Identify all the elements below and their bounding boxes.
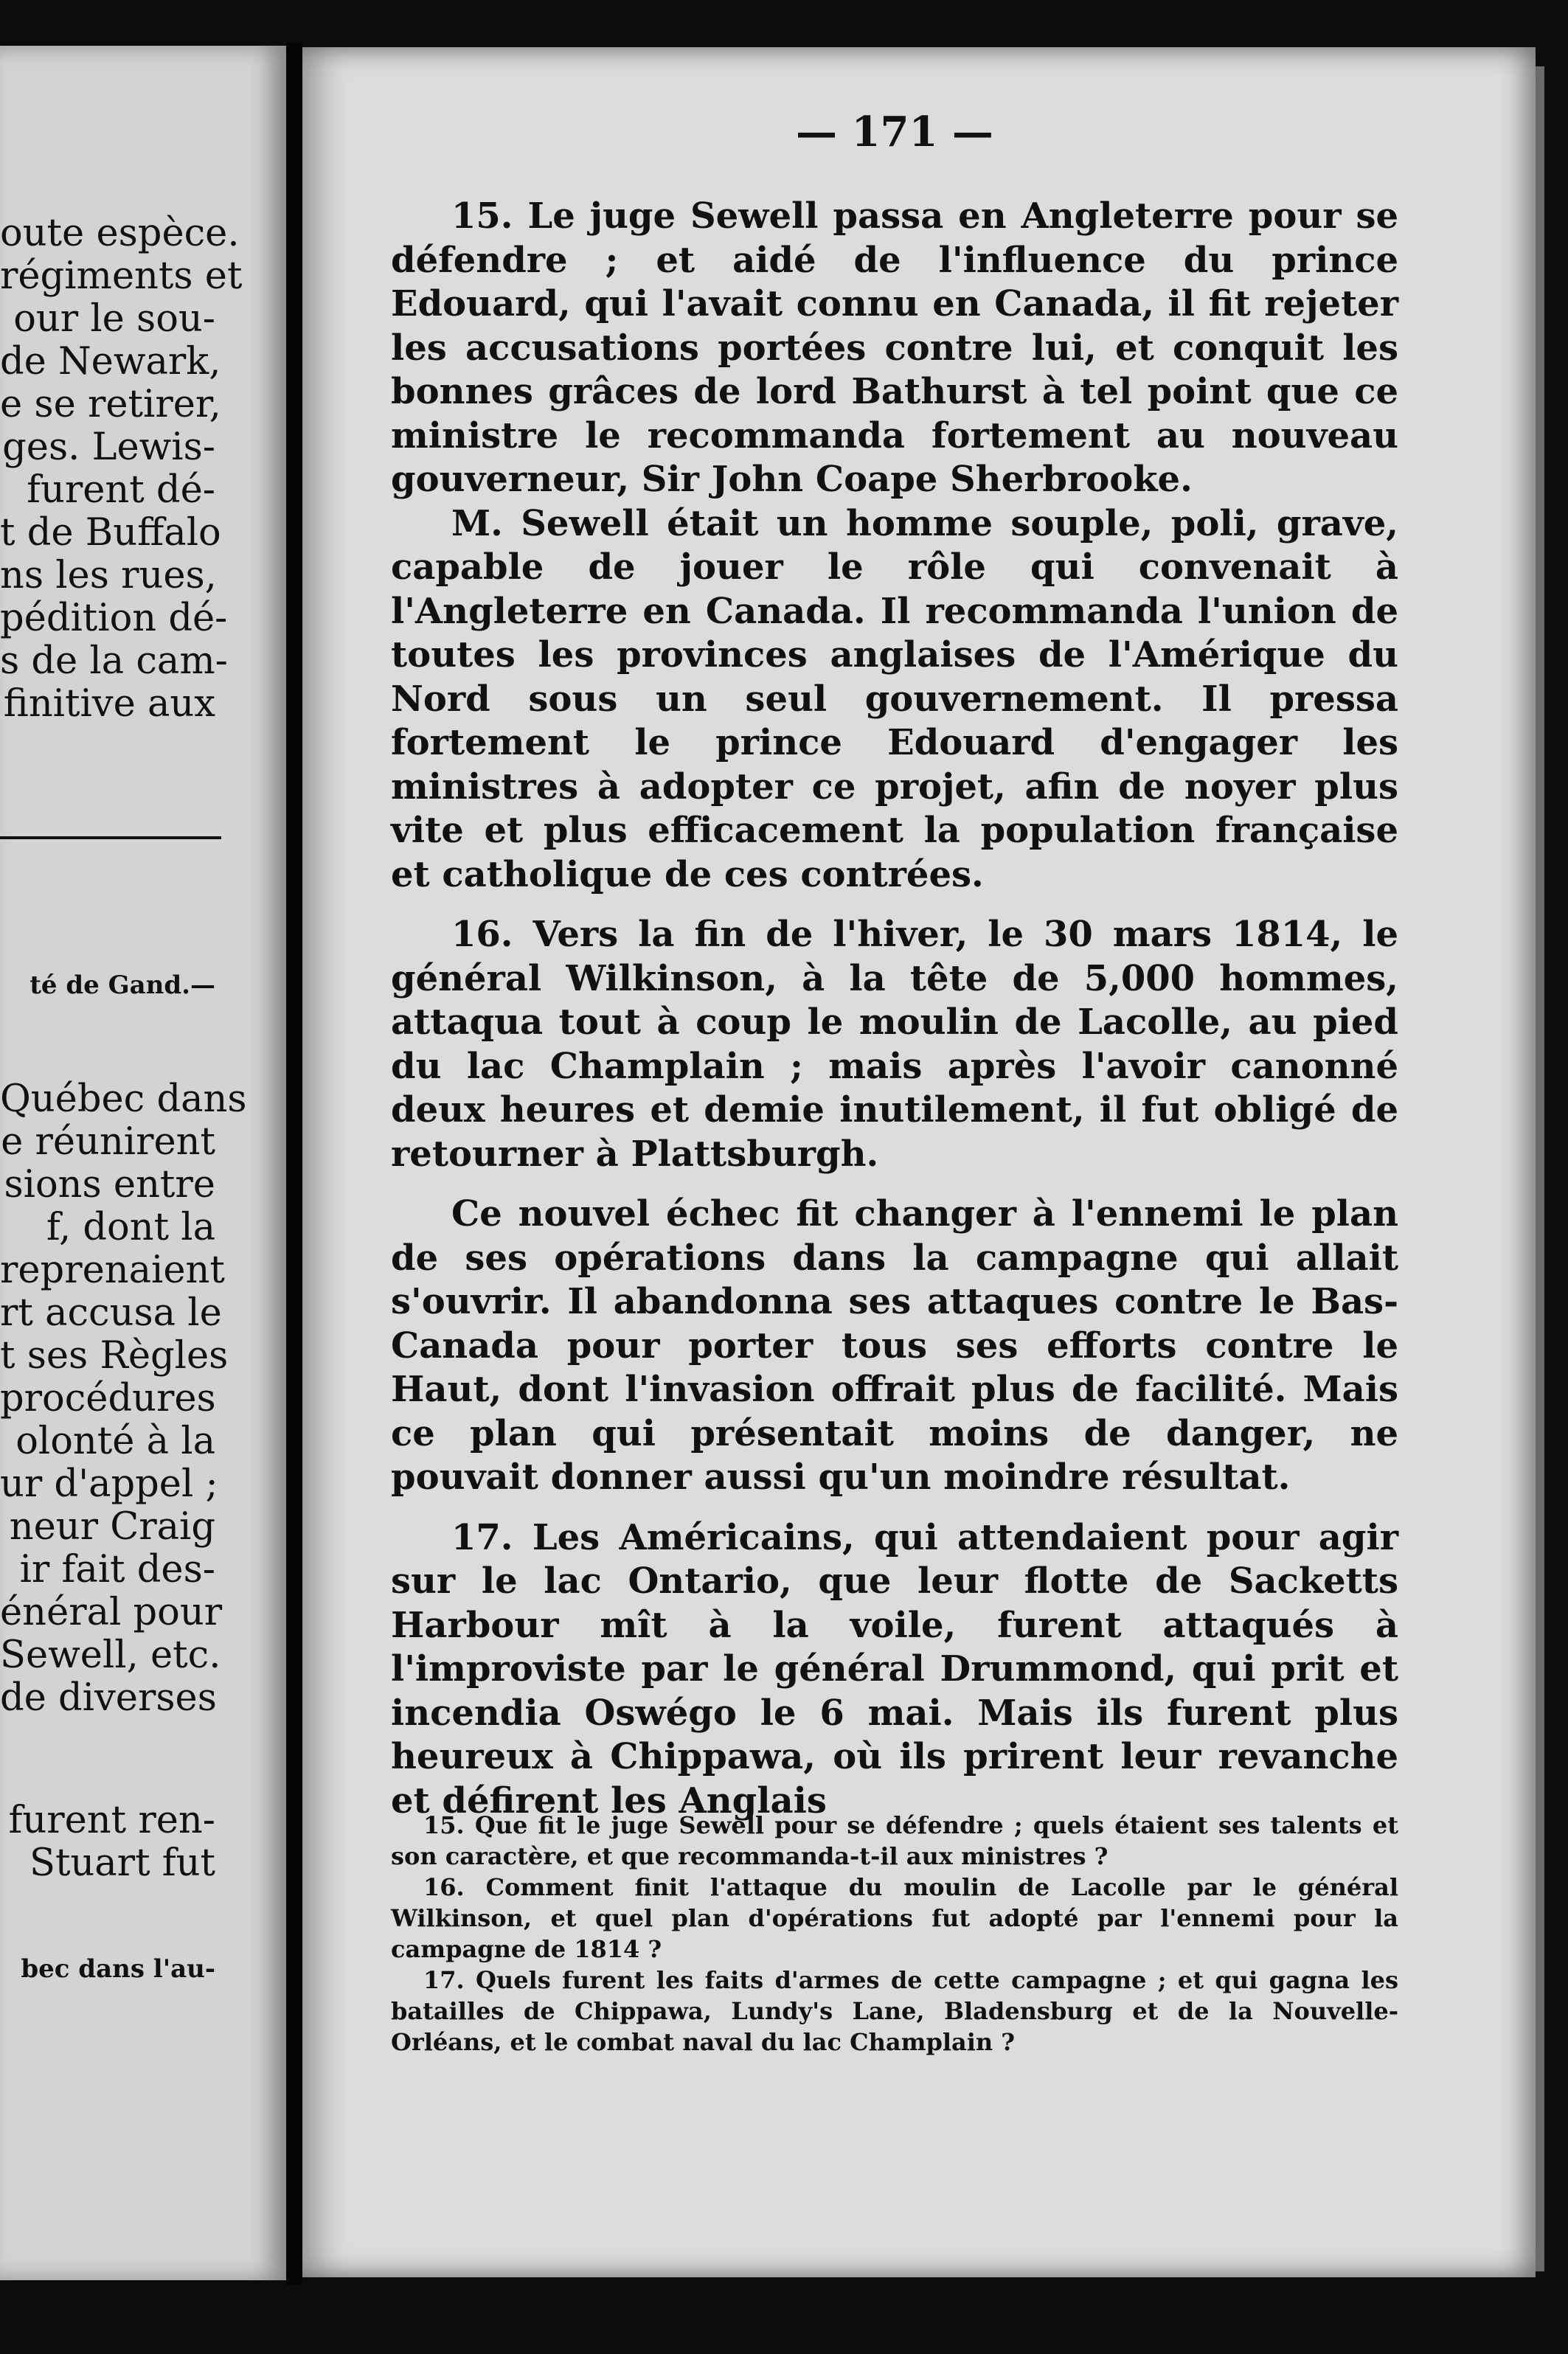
left-line: de Newark, <box>0 340 221 383</box>
paragraph-17 <box>391 1516 1398 1824</box>
left-line: finitive aux <box>3 682 215 726</box>
left-line: f, dont la <box>46 1206 215 1249</box>
left-line: rt accusa le <box>0 1291 222 1335</box>
left-line: e réunirent <box>1 1120 215 1164</box>
left-line: e se retirer, <box>0 383 221 426</box>
paragraph-text: M. Sewell était un homme souple, poli, grave, capable de jouer le rôle qui convenait à l'Angleterre en Canada. Il recommanda l'union de toutes les provinces anglaises de l'Amérique du Nord sous un seul gouvernement. Il pressa fortement le prince Edouard d'engager les ministres à adopter ce projet, afin de noyer plus vite et plus efficacement la population française et catholique de ces contrées. <box>391 502 1398 895</box>
left-line: sions entre <box>4 1163 215 1206</box>
left-line: furent ren- <box>8 1799 215 1842</box>
book-gutter <box>286 43 302 2285</box>
left-line: t ses Règles <box>0 1334 229 1378</box>
page-edge <box>1536 66 1544 2271</box>
left-line: neur Craig <box>9 1505 215 1549</box>
paragraph-number: 17. <box>451 1516 513 1558</box>
left-line: ir fait des- <box>19 1548 215 1591</box>
left-line: s de la cam- <box>0 639 228 683</box>
paragraph-15 <box>391 195 1398 502</box>
left-page-fragment <box>0 46 286 2280</box>
page-number: — 171 — <box>796 108 993 156</box>
review-questions <box>391 1810 1398 2058</box>
body-text <box>391 195 1398 1823</box>
left-line: our le sou- <box>13 297 215 341</box>
left-line: régiments et <box>0 254 243 298</box>
question-15: 15. Que fit le juge Sewell pour se défendre ; quels étaient ses talents et son caractère, et que recommanda-t-il aux ministres ? <box>391 1811 1398 1870</box>
paragraph-text: Le juge Sewell passa en Angleterre pour se défendre ; et aidé de l'influence du prince Edouard, qui l'avait connu en Canada, il fit rejeter les accusations portées contre lui, et conquit les bonnes grâces de lord Bathurst à tel point que ce ministre le recommanda fortement au nouveau gouverneur, Sir John Coape Sherbrooke. <box>391 195 1399 500</box>
left-line: furent dé- <box>27 468 215 512</box>
left-line: Québec dans <box>0 1077 247 1121</box>
paragraph-15-continued <box>391 502 1398 897</box>
left-line: Sewell, etc. <box>0 1633 221 1677</box>
left-line: olonté à la <box>15 1420 215 1463</box>
paragraph-text: Ce nouvel échec fit changer à l'ennemi le plan de ses opérations dans la campagne qui allait s'ouvrir. Il abandonna ses attaques contre le Bas-Canada pour porter tous ses efforts contre le Haut, dont l'invasion offrait plus de facilité. Mais ce plan qui présentait moins de danger, ne pouvait donner aussi qu'un moindre résultat. <box>391 1193 1398 1498</box>
left-line: reprenaient <box>0 1249 225 1292</box>
left-line: oute espèce. <box>0 212 240 255</box>
left-line: procédures <box>0 1377 216 1420</box>
left-line: pédition dé- <box>0 597 228 640</box>
left-line: Stuart fut <box>30 1841 215 1885</box>
left-line: t de Buffalo <box>0 511 221 555</box>
left-section-title: té de Gand.— <box>30 971 215 1000</box>
paragraph-text: Vers la fin de l'hiver, le 30 mars 1814, le général Wilkinson, à la tête de 5,000 hommes, attaqua tout à coup le moulin de Lacolle, au pied du lac Champlain ; mais après l'avoir canonné deux heures et demie inutilement, il fut obligé de retourner à Plattsburgh. <box>391 914 1399 1175</box>
left-line: de diverses <box>0 1676 217 1720</box>
left-question-fragment: bec dans l'au- <box>21 1954 215 1984</box>
section-divider <box>0 836 221 839</box>
question-16: 16. Comment finit l'attaque du moulin de Lacolle par le général Wilkinson, et quel plan d'opérations fut adopté par l'ennemi pour la campagne de 1814 ? <box>391 1873 1398 1963</box>
left-line: énéral pour <box>0 1591 223 1634</box>
paragraph-16-continued <box>391 1192 1398 1500</box>
paragraph-number: 16. <box>451 914 513 955</box>
question-17: 17. Quels furent les faits d'armes de cette campagne ; et qui gagna les batailles de Chippawa, Lundy's Lane, Bladensburg et de la Nouvelle-Orléans, et le combat naval du lac Champlain ? <box>391 1966 1398 2056</box>
paragraph-number: 15. <box>451 195 513 237</box>
paragraph-text: Les Américains, qui attendaient pour agir sur le lac Ontario, que leur flotte de Sacketts Harbour mît à la voile, furent attaqués à l'improviste par le général Drummond, qui prit et incendia Oswégo le 6 mai. Mais ils furent plus heureux à Chippawa, où ils prirent leur revanche et défirent les Anglais <box>391 1516 1398 1822</box>
left-line: ges. Lewis- <box>2 426 215 469</box>
right-page <box>302 47 1536 2277</box>
left-line: ur d'appel ; <box>0 1462 218 1506</box>
paragraph-16 <box>391 913 1398 1176</box>
left-line: ns les rues, <box>0 554 217 597</box>
